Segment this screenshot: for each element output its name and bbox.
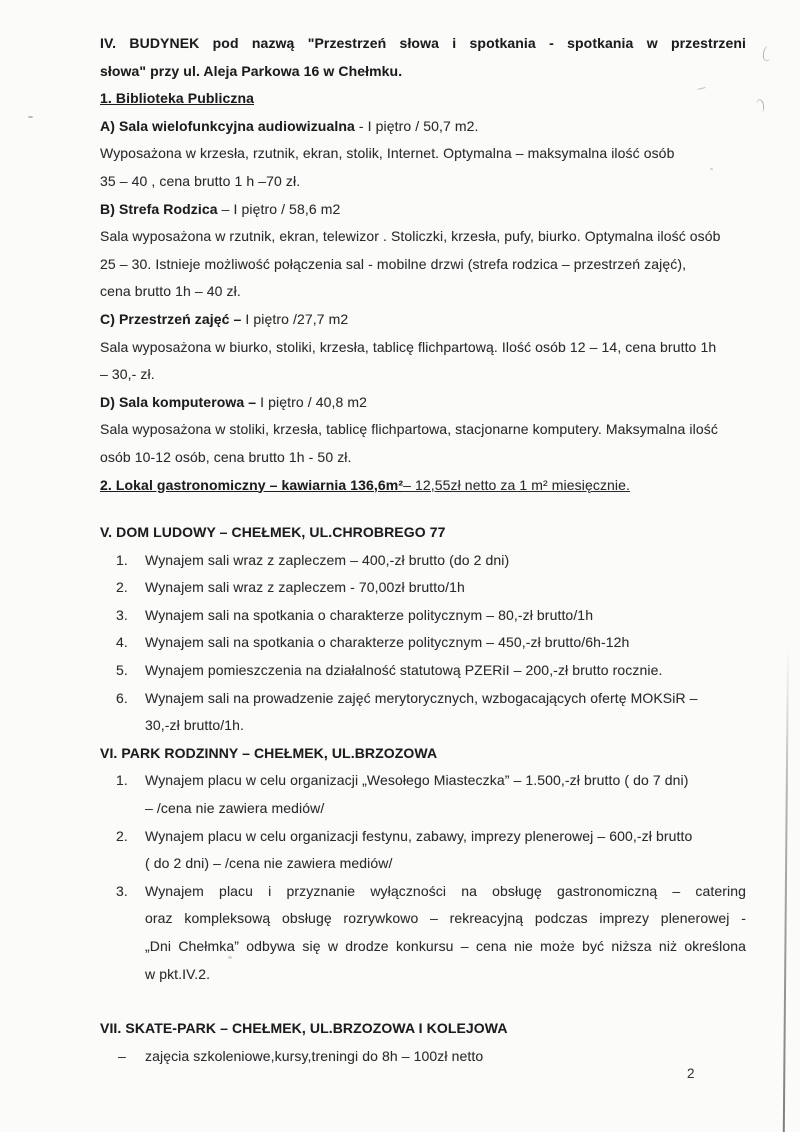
list-item-number: 4.: [116, 634, 128, 651]
section-v-heading: V. DOM LUDOWY – CHEŁMEK, UL.CHROBREGO 77: [100, 524, 446, 541]
section-v: [100, 519, 746, 740]
scan-artifact-mark: [756, 98, 766, 112]
list-item-text: Wynajem sali na spotkania o charakterze politycznym – 80,-zł brutto/1h: [145, 606, 594, 623]
list-item-text: „Dni Chełmka” odbywa się w drodze konkursu – cena nie może być niższa niż określona: [145, 938, 746, 954]
page-number: 2: [687, 1066, 695, 1081]
list-item-text: Wynajem placu w celu organizacji „Wesołego Miasteczka” – 1.500,-zł brutto ( do 7 dni): [145, 772, 689, 789]
list-item-number: 1.: [116, 551, 128, 568]
room-a-title: [100, 113, 746, 141]
dash-list-item: [100, 1043, 746, 1071]
section-vi-heading: VI. PARK RODZINNY – CHEŁMEK, UL.BRZOZOWA: [100, 744, 438, 761]
dash-marker: –: [118, 1047, 126, 1064]
list-item-number: 2.: [116, 579, 128, 596]
room-b-desc-line: Sala wyposażona w rzutnik, ekran, telewizor . Stoliczki, krzesła, pufy, biurko. Optymalna ilość osób: [100, 228, 721, 245]
room-a-title-rest: - I piętro / 50,7 m2.: [354, 117, 479, 134]
room-c-desc-line: – 30,- zł.: [100, 366, 155, 383]
room-d-title: [100, 389, 746, 417]
subsection-biblioteka-heading: [100, 85, 746, 113]
list-item: [100, 547, 746, 575]
list-item-number: 2.: [116, 827, 128, 844]
list-item-text: oraz kompleksową obsługę rozrywkowo – rekreacyjną podczas imprezy plenerowej -: [145, 910, 746, 927]
list-item-text: Wynajem sali na prowadzenie zajęć merytorycznych, wzbogacających ofertę MOKSiR –: [145, 689, 698, 706]
list-item: [100, 823, 746, 878]
room-b-desc-line: cena brutto 1h – 40 zł.: [100, 283, 241, 300]
section-vi: [100, 740, 746, 988]
scan-artifact-mark: [762, 45, 772, 61]
room-a-title-bold: A) Sala wielofunkcyjna audiowizualna: [100, 117, 355, 134]
list-item-number: 3.: [116, 606, 128, 623]
room-b-desc-line: 25 – 30. Istnieje możliwość połączenia sal - mobilne drzwi (strefa rodzica – przestrzeń zajęć),: [100, 255, 687, 272]
room-b-title-bold: B) Strefa Rodzica: [100, 200, 218, 217]
list-item: [100, 657, 746, 685]
list-item-number: 5.: [116, 662, 128, 679]
section-iv-heading-line1: IV. BUDYNEK pod nazwą "Przestrzeń słowa i spotkania - spotkania w przestrzeni: [100, 35, 746, 51]
room-d-title-bold: D) Sala komputerowa –: [100, 393, 257, 410]
subsection-lokal-heading-bold: 2. Lokal gastronomiczny – kawiarnia 136,6m²: [100, 476, 404, 493]
list-item: [100, 878, 746, 988]
list-item-text: ( do 2 dni) – /cena nie zawiera mediów/: [145, 855, 393, 872]
section-iv-heading-line2: słowa" przy ul. Aleja Parkowa 16 w Chełmku.: [100, 62, 403, 79]
list-item-text: Wynajem placu i przyznanie wyłączności na obsługę gastronomiczną – catering: [145, 882, 746, 899]
subsection-lokal-heading-rest: – 12,55zł netto za 1 m² miesięcznie.: [403, 476, 631, 493]
room-c-title-rest: I piętro /27,7 m2: [241, 310, 349, 327]
document-body: [100, 30, 746, 1070]
list-item-text: Wynajem sali wraz z zapleczem - 70,00zł brutto/1h: [145, 579, 465, 596]
list-item: [100, 685, 746, 740]
scan-page-edge-line: [783, 648, 789, 1132]
list-item: [100, 767, 746, 822]
subsection-biblioteka-heading-text: 1. Biblioteka Publiczna: [100, 90, 255, 107]
list-item-number: 6.: [116, 689, 128, 706]
list-item-text: 30,-zł brutto/1h.: [145, 717, 244, 734]
subsection-lokal-heading: [100, 472, 746, 500]
dash-list-item-text: zajęcia szkoleniowe,kursy,treningi do 8h – 100zł netto: [145, 1047, 484, 1064]
section-vii: [100, 1015, 746, 1070]
room-d-title-rest: I piętro / 40,8 m2: [256, 393, 368, 410]
room-b-title-rest: – I piętro / 58,6 m2: [217, 200, 341, 217]
scan-artifact-speck: [28, 116, 33, 118]
list-item: [100, 629, 746, 657]
room-c-desc-line: Sala wyposażona w biurko, stoliki, krzesła, tablicę flichpartową. Ilość osób 12 – 14, cena brutto 1h: [100, 338, 717, 355]
room-b-title: [100, 196, 746, 224]
section-iv: [100, 30, 746, 499]
list-item-text: w pkt.IV.2.: [145, 965, 211, 982]
list-item-text: – /cena nie zawiera mediów/: [145, 800, 325, 817]
room-c-title-bold: C) Przestrzeń zajęć –: [100, 310, 242, 327]
list-item-text: Wynajem sali na spotkania o charakterze politycznym – 450,-zł brutto/6h-12h: [145, 634, 630, 651]
section-gap: [100, 499, 746, 519]
list-item-text: Wynajem pomieszczenia na działalność statutową PZERiI – 200,-zł brutto rocznie.: [145, 662, 663, 679]
room-a-desc-line: Wyposażona w krzesła, rzutnik, ekran, stolik, Internet. Optymalna – maksymalna ilość osób: [100, 145, 675, 162]
room-d-desc-line: osób 10-12 osób, cena brutto 1h - 50 zł.: [100, 448, 352, 465]
list-item: [100, 602, 746, 630]
room-a-desc-line: 35 – 40 , cena brutto 1 h –70 zł.: [100, 172, 301, 189]
list-item-text: Wynajem placu w celu organizacji festynu, zabawy, imprezy plenerowej – 600,-zł brutto: [145, 827, 693, 844]
list-item-number: 1.: [116, 772, 128, 789]
section-vii-heading: VII. SKATE-PARK – CHEŁMEK, UL.BRZOZOWA I KOLEJOWA: [100, 1020, 508, 1037]
room-d-desc-line: Sala wyposażona w stoliki, krzesła, tablicę flichpartowa, stacjonarne komputery. Maksymalna ilość: [100, 421, 718, 438]
section-gap: [100, 988, 746, 1015]
list-item-text: Wynajem sali wraz z zapleczem – 400,-zł brutto (do 2 dni): [145, 551, 510, 568]
list-item: [100, 574, 746, 602]
list-item-number: 3.: [116, 882, 128, 899]
room-c-title: [100, 306, 746, 334]
